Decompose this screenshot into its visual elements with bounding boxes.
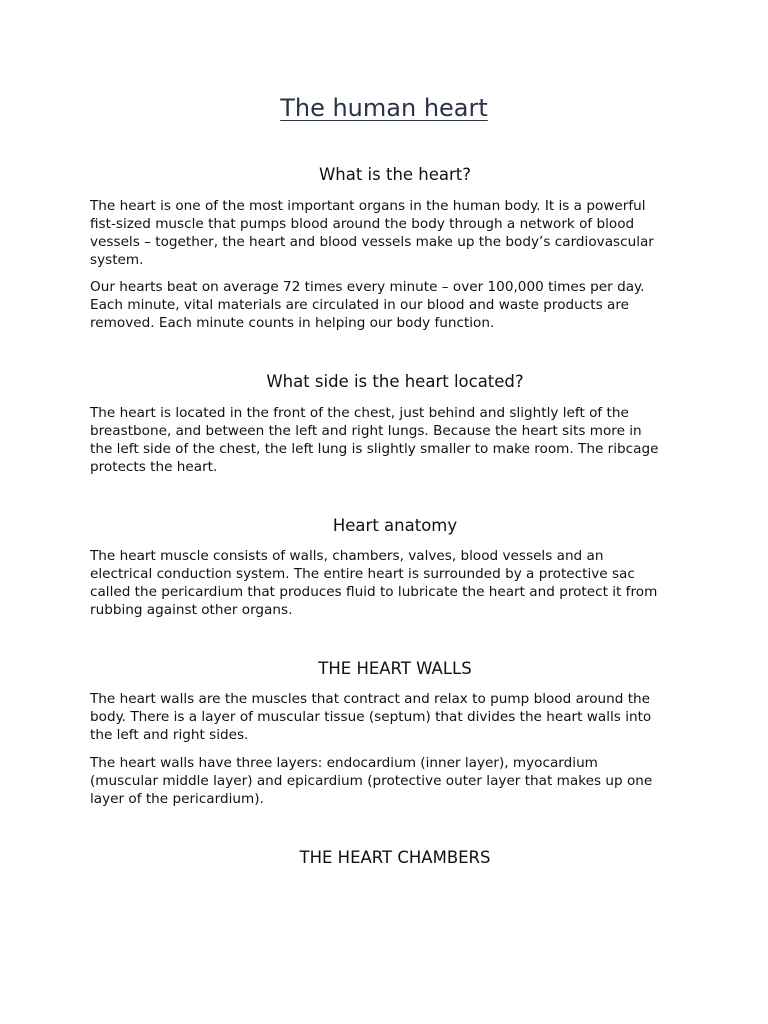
paragraph-line: called the pericardium that produces fluid to lubricate the heart and protect it from	[90, 584, 658, 600]
paragraph-line: electrical conduction system. The entire heart is surrounded by a protective sac	[90, 566, 635, 582]
section-paragraph	[90, 404, 690, 476]
section-heading-heart-anatomy: Heart anatomy	[332, 516, 458, 535]
section-paragraph	[90, 197, 690, 269]
paragraph-line: Each minute, vital materials are circulated in our blood and waste products are	[90, 297, 629, 313]
section-paragraph	[90, 278, 690, 332]
section-heading-heart-walls: THE HEART WALLS	[318, 659, 472, 678]
paragraph-line: system.	[90, 252, 144, 268]
section-paragraph	[90, 754, 690, 808]
paragraph-line: breastbone, and between the left and right lungs. Because the heart sits more in	[90, 423, 642, 439]
paragraph-line: protects the heart.	[90, 459, 218, 475]
paragraph-line: The heart is located in the front of the chest, just behind and slightly left of the	[90, 405, 629, 421]
paragraph-line: The heart muscle consists of walls, chambers, valves, blood vessels and an	[90, 548, 604, 564]
paragraph-line: The heart walls are the muscles that contract and relax to pump blood around the	[90, 691, 650, 707]
section-paragraph	[90, 690, 690, 744]
paragraph-line: vessels – together, the heart and blood vessels make up the body’s cardiovascular	[90, 234, 654, 250]
paragraph-line: layer of the pericardium).	[90, 791, 264, 807]
paragraph-line: The heart is one of the most important organs in the human body. It is a powerful	[90, 198, 646, 214]
paragraph-line: Our hearts beat on average 72 times every minute – over 100,000 times per day.	[90, 279, 645, 295]
paragraph-line: removed. Each minute counts in helping our body function.	[90, 315, 495, 331]
section-heading-heart-location: What side is the heart located?	[266, 372, 524, 391]
section-paragraph	[90, 547, 690, 619]
paragraph-line: (muscular middle layer) and epicardium (protective outer layer that makes up one	[90, 773, 653, 789]
paragraph-line: The heart walls have three layers: endocardium (inner layer), myocardium	[90, 755, 598, 771]
paragraph-line: the left and right sides.	[90, 727, 249, 743]
paragraph-line: the left side of the chest, the left lung is slightly smaller to make room. The ribcage	[90, 441, 659, 457]
paragraph-line: body. There is a layer of muscular tissue (septum) that divides the heart walls into	[90, 709, 652, 725]
section-heading-heart-chambers: THE HEART CHAMBERS	[299, 848, 491, 867]
document-title: The human heart	[280, 94, 488, 122]
paragraph-line: fist-sized muscle that pumps blood around the body through a network of blood	[90, 216, 635, 232]
section-heading-what-is-the-heart: What is the heart?	[318, 165, 472, 184]
paragraph-line: rubbing against other organs.	[90, 602, 293, 618]
